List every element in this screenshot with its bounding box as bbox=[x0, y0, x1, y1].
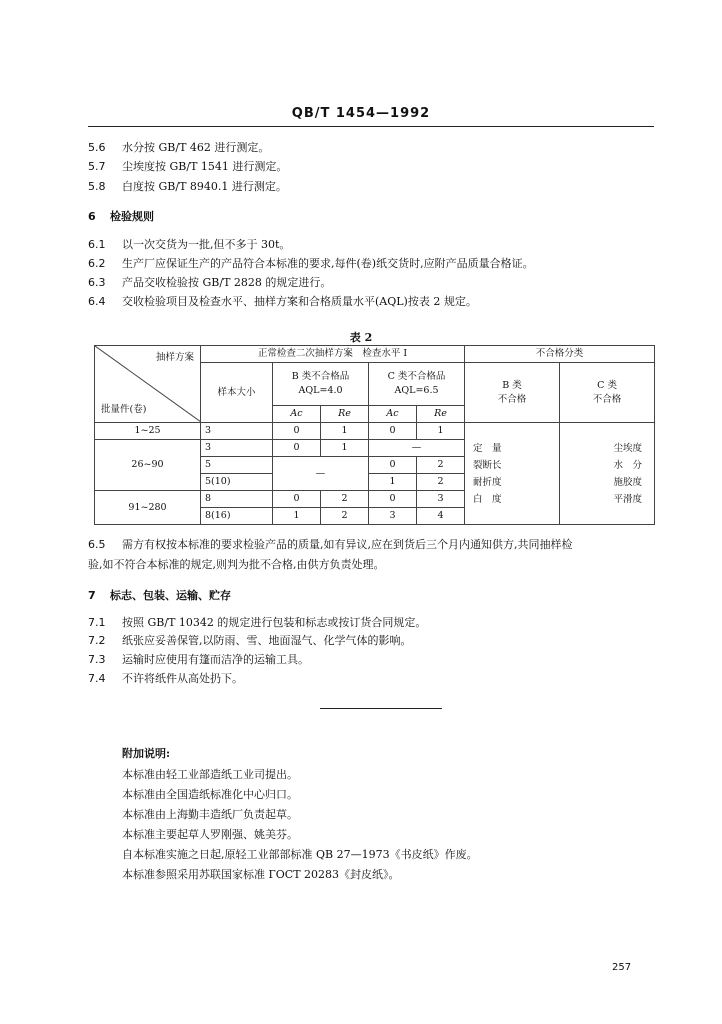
b-class-header bbox=[273, 363, 369, 406]
item-number: 6.3 bbox=[88, 276, 106, 289]
item-number: 6.2 bbox=[88, 257, 106, 270]
diagonal-top-label: 抽样方案 bbox=[155, 352, 194, 363]
sample-size-cell: 5 bbox=[201, 457, 273, 474]
c-re-cell: 4 bbox=[417, 508, 465, 525]
group-defect-class: 不合格分类 bbox=[465, 346, 655, 363]
sample-size-cell: 8(16) bbox=[201, 508, 273, 525]
item-text: 不许将纸件从高处扔下。 bbox=[122, 672, 243, 685]
b-re-header: Re bbox=[321, 406, 369, 423]
b-class-aql: AQL=4.0 bbox=[298, 385, 343, 396]
b-re-cell: 1 bbox=[321, 423, 369, 440]
c-re-cell: 3 bbox=[417, 491, 465, 508]
c-ac-header: Ac bbox=[369, 406, 417, 423]
item-6-4 bbox=[88, 293, 477, 309]
notes-line: 本标准由上海勤丰造纸厂负责起草。 bbox=[122, 808, 298, 821]
item-number: 7.1 bbox=[88, 616, 106, 629]
item-5-8 bbox=[88, 178, 287, 194]
diagonal-header-cell bbox=[95, 346, 201, 423]
item-text: 水分按 GB/T 462 进行测定。 bbox=[122, 141, 270, 154]
section-number: 7 bbox=[88, 589, 96, 602]
section-6-heading bbox=[88, 208, 154, 224]
notes-line: 本标准由轻工业部造纸工业司提出。 bbox=[122, 768, 298, 781]
b-re-cell: 2 bbox=[321, 491, 369, 508]
page-number: 257 bbox=[612, 962, 632, 973]
b-ac-cell: 1 bbox=[273, 508, 321, 525]
notes-line: 自本标准实施之日起,原轻工业部部标准 QB 27—1973《书皮纸》作废。 bbox=[122, 848, 478, 861]
c-defect-list bbox=[560, 423, 655, 525]
b-defect-item: 裂断长 bbox=[473, 459, 502, 471]
b-re-cell: 1 bbox=[321, 440, 369, 457]
section-number: 6 bbox=[88, 210, 96, 223]
b-ac-cell: 0 bbox=[273, 423, 321, 440]
c-class-defect-header: C 类 不合格 bbox=[560, 363, 655, 423]
sample-size-cell: 8 bbox=[201, 491, 273, 508]
item-number: 7.2 bbox=[88, 634, 106, 647]
item-number: 7.4 bbox=[88, 672, 106, 685]
c-re-cell: 1 bbox=[417, 423, 465, 440]
item-5-6 bbox=[88, 139, 269, 155]
b-ac-header: Ac bbox=[273, 406, 321, 423]
notes-line: 本标准参照采用苏联国家标准 ГОСТ 20283《封皮纸》。 bbox=[122, 868, 400, 881]
item-number: 6.4 bbox=[88, 295, 106, 308]
section-title: 标志、包装、运输、贮存 bbox=[110, 589, 231, 602]
sample-size-cell: 3 bbox=[201, 440, 273, 457]
item-text: 按照 GB/T 10342 的规定进行包装和标志或按订货合同规定。 bbox=[122, 616, 427, 629]
item-6-2 bbox=[88, 255, 534, 271]
item-7-3 bbox=[88, 651, 309, 667]
c-defect-item: 施胶度 bbox=[613, 476, 643, 488]
item-text: 运输时应使用有篷而洁净的运输工具。 bbox=[122, 653, 309, 666]
header-rule bbox=[88, 126, 654, 127]
notes-line: 本标准由全国造纸标准化中心归口。 bbox=[122, 788, 298, 801]
item-text: 以一次交货为一批,但不多于 30t。 bbox=[122, 238, 291, 251]
item-7-2 bbox=[88, 632, 412, 648]
c-re-cell: 2 bbox=[417, 457, 465, 474]
section-7-heading bbox=[88, 587, 231, 603]
b-class-defect-header: B 类 不合格 bbox=[465, 363, 560, 423]
item-number: 6.5 bbox=[88, 538, 106, 551]
b-ac-cell: 0 bbox=[273, 491, 321, 508]
item-text: 生产厂应保证生产的产品符合本标准的要求,每件(卷)纸交货时,应附产品质量合格证。 bbox=[122, 257, 534, 270]
c-ac-cell: 1 bbox=[369, 474, 417, 491]
c-re-header: Re bbox=[417, 406, 465, 423]
b-re-cell: 2 bbox=[321, 508, 369, 525]
c-class-aql: AQL=6.5 bbox=[394, 385, 439, 396]
item-6-5-continued: 验,如不符合本标准的规定,则判为批不合格,由供方负责处理。 bbox=[88, 558, 385, 571]
b-defect-item: 耐折度 bbox=[473, 476, 502, 488]
item-number: 7.3 bbox=[88, 653, 106, 666]
c-ac-cell: 0 bbox=[369, 457, 417, 474]
b-ac-cell: — bbox=[273, 457, 369, 491]
batch-cell: 1~25 bbox=[95, 423, 201, 440]
sample-size-cell: 3 bbox=[201, 423, 273, 440]
item-text: 尘埃度按 GB/T 1541 进行测定。 bbox=[122, 160, 288, 173]
c-ac-cell: 3 bbox=[369, 508, 417, 525]
group-sampling-plan: 正常检查二次抽样方案 检查水平 I bbox=[201, 346, 465, 363]
item-6-3 bbox=[88, 274, 331, 290]
b-defect-item: 白 度 bbox=[473, 493, 502, 505]
item-text: 白度按 GB/T 8940.1 进行测定。 bbox=[122, 180, 287, 193]
sample-size-cell: 5(10) bbox=[201, 474, 273, 491]
item-number: 5.6 bbox=[88, 141, 106, 154]
notes-title: 附加说明: bbox=[122, 747, 171, 760]
item-text: 产品交收检验按 GB/T 2828 的规定进行。 bbox=[122, 276, 332, 289]
document-header: QB/T 1454—1992 bbox=[291, 106, 431, 121]
item-number: 6.1 bbox=[88, 238, 106, 251]
item-number: 5.8 bbox=[88, 180, 106, 193]
b-defect-list bbox=[465, 423, 560, 525]
sample-size-header: 样本大小 bbox=[201, 363, 273, 423]
c-class-title: C 类不合格品 bbox=[387, 371, 446, 382]
item-number: 5.7 bbox=[88, 160, 106, 173]
c-defect-item: 水 分 bbox=[613, 459, 643, 471]
item-text: 纸张应妥善保管,以防雨、雪、地面湿气、化学气体的影响。 bbox=[122, 634, 412, 647]
b-defect-item: 定 量 bbox=[473, 442, 502, 454]
item-6-1 bbox=[88, 236, 290, 252]
table-row bbox=[95, 423, 655, 440]
table-caption: 表 2 bbox=[349, 331, 373, 344]
item-7-1 bbox=[88, 614, 426, 630]
b-ac-cell: 0 bbox=[273, 440, 321, 457]
b-class-title: B 类不合格品 bbox=[291, 371, 350, 382]
c-class-header bbox=[369, 363, 465, 406]
table-2 bbox=[94, 345, 655, 525]
c-re-cell: 2 bbox=[417, 474, 465, 491]
end-rule bbox=[320, 708, 442, 709]
c-ac-cell: 0 bbox=[369, 423, 417, 440]
item-text-line1: 需方有权按本标准的要求检验产品的质量,如有异议,应在到货后三个月内通知供方,共同抽样检 bbox=[122, 538, 573, 551]
batch-cell: 26~90 bbox=[95, 440, 201, 491]
section-title: 检验规则 bbox=[110, 210, 154, 223]
notes-line: 本标准主要起草人罗刚强、姚美芬。 bbox=[122, 828, 298, 841]
c-defect-item: 平滑度 bbox=[613, 493, 643, 505]
c-ac-cell: — bbox=[369, 440, 465, 457]
c-ac-cell: 0 bbox=[369, 491, 417, 508]
batch-cell: 91~280 bbox=[95, 491, 201, 525]
c-defect-item: 尘埃度 bbox=[613, 442, 643, 454]
item-6-5 bbox=[88, 536, 573, 552]
item-7-4 bbox=[88, 670, 243, 686]
diagonal-bottom-label: 批量件(卷) bbox=[101, 404, 147, 415]
item-text: 交收检验项目及检查水平、抽样方案和合格质量水平(AQL)按表 2 规定。 bbox=[122, 295, 477, 308]
item-5-7 bbox=[88, 158, 287, 174]
